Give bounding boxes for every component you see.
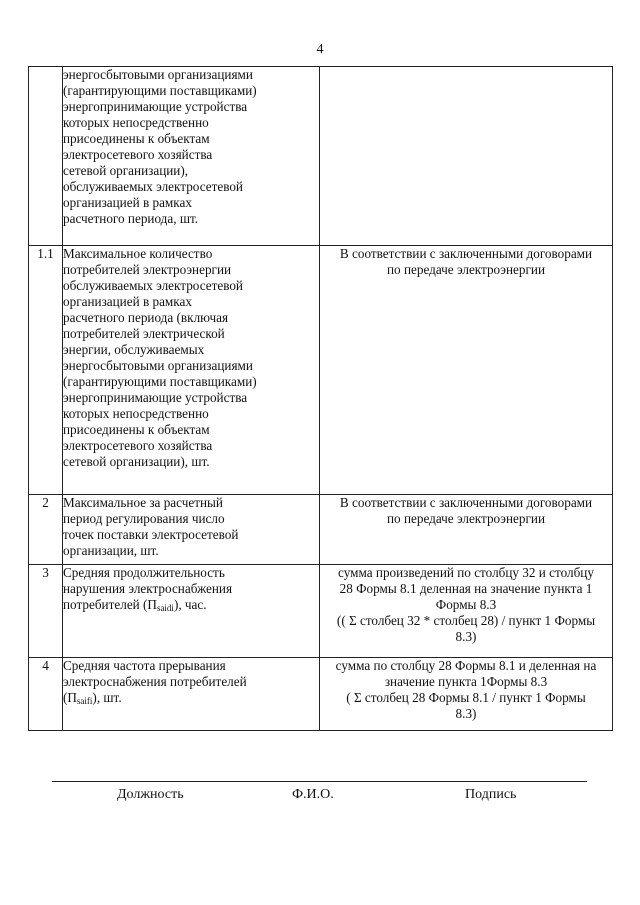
fio-label: Ф.И.О. (292, 787, 334, 802)
value-line: по передаче электроэнергии (387, 262, 545, 277)
description-line: которых непосредственно (63, 406, 209, 421)
description-line: потребителей электрической (63, 326, 225, 341)
row-number-cell (29, 67, 63, 246)
value-line: В соответствии с заключенными договорами (339, 495, 593, 510)
description-text: (П (63, 690, 77, 705)
value-line: В соответствии с заключенными договорами (339, 246, 593, 261)
value-line: Формы 8.3 (435, 597, 497, 612)
row-value-cell (320, 565, 613, 658)
value-line: (( Σ столбец 32 * столбец 28) / пункт 1 Формы (336, 613, 596, 628)
description-line: сетевой организации), (63, 163, 189, 178)
description-line: точек поставки электросетевой (63, 527, 239, 542)
description-line: нарушения электроснабжения (63, 581, 233, 596)
description-line: Средняя частота прерывания (63, 658, 226, 673)
description-line: электросетевого хозяйства (63, 438, 213, 453)
description-line: потребителей электроэнергии (63, 262, 232, 277)
description-line: обслуживаемых электросетевой (63, 278, 243, 293)
subscript-text: saidi (156, 603, 174, 613)
description-line: Максимальное количество (63, 246, 213, 261)
row-description-cell (63, 246, 320, 495)
value-line: значение пункта 1Формы 8.3 (384, 674, 548, 689)
description-text: ), час. (173, 597, 207, 612)
description-line: сетевой организации), шт. (63, 454, 210, 469)
row-value-cell (320, 658, 613, 731)
table-row-2 (29, 495, 613, 565)
table-row-3 (29, 565, 613, 658)
description-line: электросетевого хозяйства (63, 147, 213, 162)
value-line: сумма по столбцу 28 Формы 8.1 и деленная на (335, 658, 597, 673)
value-line: 8.3) (455, 706, 477, 721)
description-line: (гарантирующими поставщиками) (63, 374, 257, 389)
row-value-cell (320, 67, 613, 246)
description-line (63, 597, 319, 613)
description-line: энергосбытовыми организациями (63, 67, 253, 82)
description-line: организацией в рамках (63, 294, 192, 309)
row-description-cell (63, 565, 320, 658)
description-line (63, 690, 319, 706)
row-description-cell (63, 658, 320, 731)
table-row-1-1 (29, 246, 613, 495)
description-line: период регулирования число (63, 511, 225, 526)
description-line: энергосбытовыми организациями (63, 358, 253, 373)
subscript-text: saifi (76, 696, 93, 706)
row-number-cell: 4 (29, 658, 63, 731)
description-line: организацией в рамках (63, 195, 192, 210)
row-number-cell: 3 (29, 565, 63, 658)
value-line: 28 Формы 8.1 деленная на значение пункта 1 (339, 581, 593, 596)
table-row-4 (29, 658, 613, 731)
description-line: присоединены к объектам (63, 422, 210, 437)
row-number-cell: 1.1 (29, 246, 63, 495)
row-description-cell (63, 67, 320, 246)
description-text: потребителей (П (63, 597, 157, 612)
row-value-cell (320, 246, 613, 495)
value-line: по передаче электроэнергии (387, 511, 545, 526)
page-number: 4 (316, 42, 324, 57)
row-value-cell (320, 495, 613, 565)
value-line: ( Σ столбец 28 Формы 8.1 / пункт 1 Формы (346, 690, 586, 705)
description-line: обслуживаемых электросетевой (63, 179, 243, 194)
description-line: Средняя продолжительность (63, 565, 225, 580)
table-row-continuation (29, 67, 613, 246)
description-line: расчетного периода, шт. (63, 211, 199, 226)
signature-label: Подпись (465, 787, 517, 802)
indicators-table (28, 66, 613, 731)
row-number-cell: 2 (29, 495, 63, 565)
description-line: (гарантирующими поставщиками) (63, 83, 257, 98)
description-line: расчетного периода (включая (63, 310, 229, 325)
description-line: энергии, обслуживаемых (63, 342, 205, 357)
description-line: организации, шт. (63, 543, 159, 558)
description-line: присоединены к объектам (63, 131, 210, 146)
description-line: энергопринимающие устройства (63, 390, 248, 405)
description-line: которых непосредственно (63, 115, 209, 130)
description-text: ), шт. (92, 690, 122, 705)
value-line: 8.3) (455, 629, 477, 644)
description-line: электроснабжения потребителей (63, 674, 247, 689)
description-line: энергопринимающие устройства (63, 99, 248, 114)
value-line: сумма произведений по столбцу 32 и столбцу (338, 565, 594, 580)
description-line: Максимальное за расчетный (63, 495, 223, 510)
position-label: Должность (117, 787, 184, 802)
signature-line (52, 781, 587, 782)
row-description-cell (63, 495, 320, 565)
